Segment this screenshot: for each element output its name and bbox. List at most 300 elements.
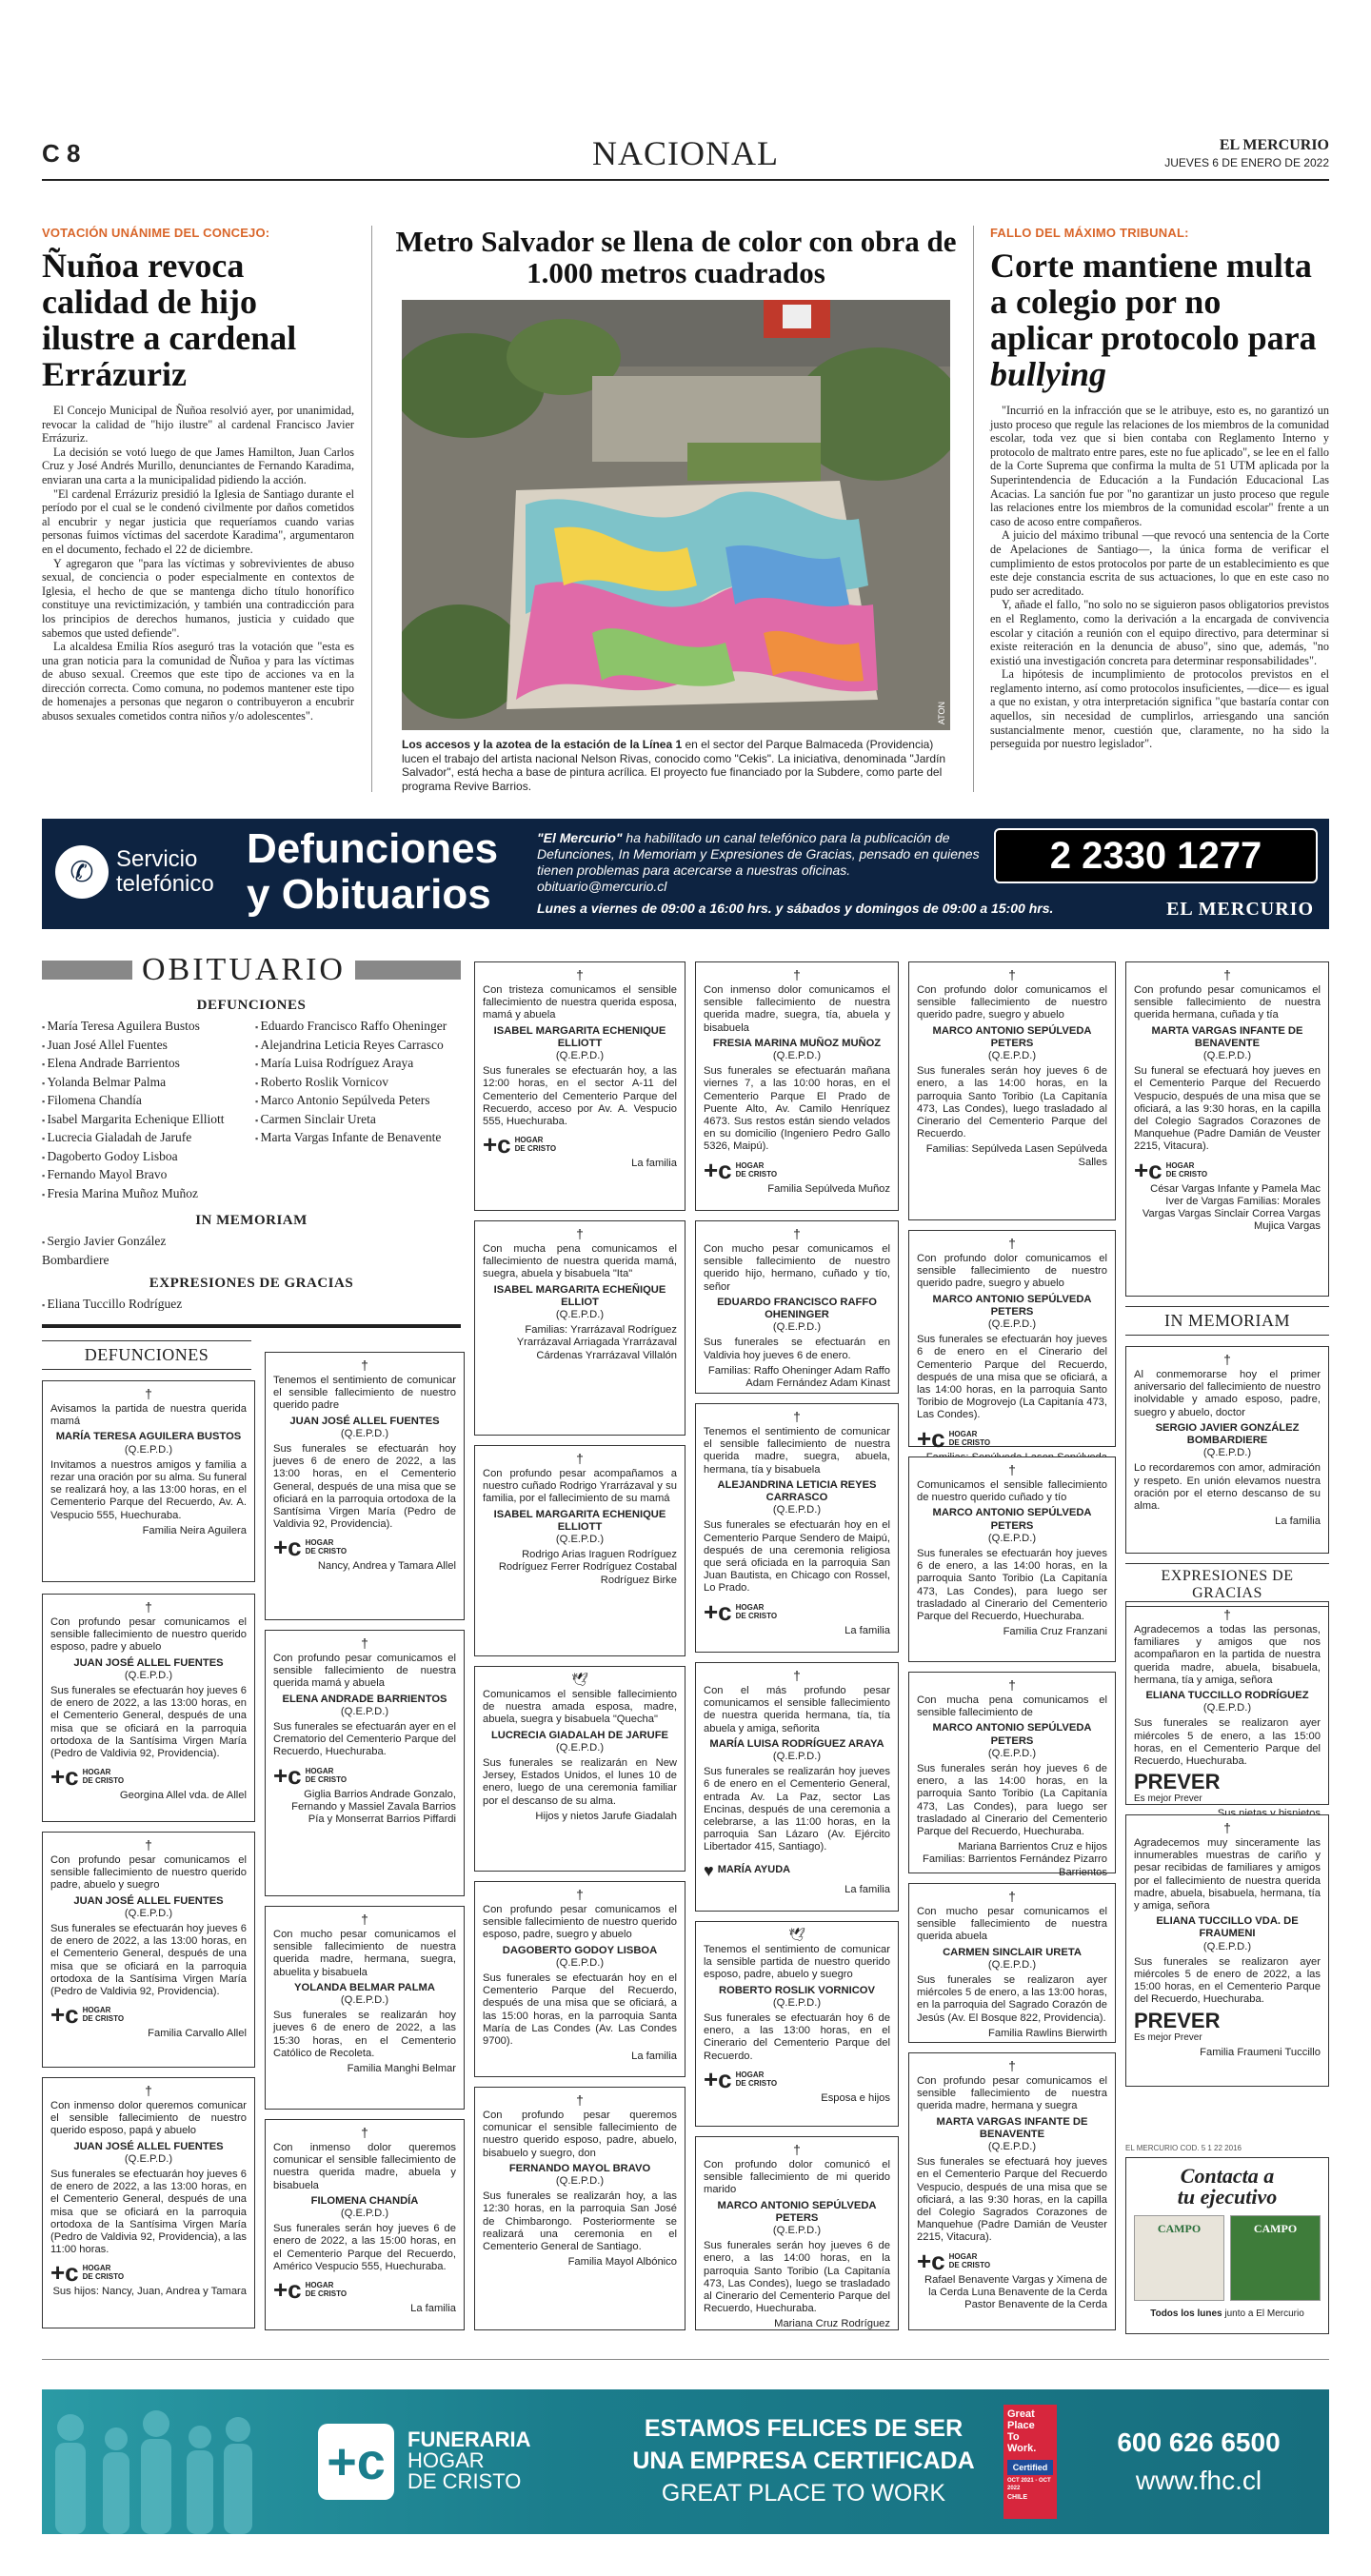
hdc-line: DE CRISTO	[1165, 1169, 1208, 1179]
banner-lead: "El Mercurio"	[537, 830, 623, 845]
notice-text: Sus funerales se realizarán hoy jueves 6 de enero en el Cementerio General, entrada Av. La Paz, sector Las Encinas, después de una ceremonia a celebrarse, a las 11:00 horas, en la parroquia San Lázaro (Av. Ejército Libertador 415, Santiago).	[704, 1766, 890, 1853]
index-item[interactable]: ▪ María Teresa Aguilera Bustos	[42, 1018, 248, 1037]
notice-name: ELIANA TUCCILLO RODRÍGUEZ	[1145, 1690, 1309, 1702]
metro-photo	[402, 300, 950, 730]
index-item[interactable]: ▪ Yolanda Belmar Palma	[42, 1074, 248, 1093]
notice-text: Sus funerales serán hoy jueves 6 de enero, a las 14:00 horas, en la parroquia Santo Toribio (La Capitanía 473, Las Condes), luego se trasladado al Cinerario del Cementerio Parque del Recuerdo, Huechuraba.	[704, 2240, 890, 2315]
banner-title-2: y Obituarios	[247, 871, 491, 918]
notice-name: JUAN JOSÉ ALLEL FUENTES	[73, 2140, 224, 2152]
notice-signature: Georgina Allel vda. de Allel	[119, 1790, 247, 1802]
notice-signature: Familias: Yrarrázaval Rodríguez Yrarrázaval Arriagada Yrarrázaval Cárdenas Yrarrázaval Villalón	[516, 1324, 677, 1361]
index-list	[42, 1018, 248, 1203]
notice-text: Sus funerales se efectuará hoy jueves en el Cementerio Parque del Recuerdo Vespucio, después de una misa que se oficiará, a las 9:30 horas, en la capilla del Colegio Sagrados Corazones de Manquehue (Padre Damián de Veuster 2215, Vitacura).	[917, 2156, 1107, 2244]
notice-qepd: (Q.E.P.D.)	[772, 1050, 822, 1062]
notice-intro: Con profundo dolor comunicó el sensible fallecimiento de mi querido marido	[704, 2159, 890, 2196]
cross-icon: †	[793, 1409, 801, 1424]
hogar-de-cristo-logo-icon: +c	[318, 2424, 394, 2500]
cross-icon: †	[1223, 1820, 1231, 1835]
cross-icon: †	[145, 1837, 152, 1853]
campo-ad-footer	[1134, 2308, 1321, 2319]
index-gracias-title: EXPRESIONES DE GRACIAS	[149, 1276, 354, 1291]
campo-ad	[1125, 2157, 1329, 2334]
page-number: C 8	[42, 139, 81, 168]
title-bar	[355, 961, 461, 980]
prever-name: PREVER	[1134, 1770, 1221, 1794]
obituary-notice	[1125, 1601, 1329, 1805]
obituary-notice	[42, 1380, 255, 1582]
notice-intro: Con profundo pesar comunicamos el sensible fallecimiento de nuestro querido esposo, padre y abuelo	[50, 1616, 247, 1654]
banner-info-text: ha habilitado un canal telefónico para la publicación de Defunciones, In Memoriam y Expresiones de Gracias, pensado en quienes tienen problemas para acercarse a nuestras oficinas.	[537, 830, 980, 878]
index-list	[255, 1018, 461, 1203]
obituary-notice	[42, 1594, 255, 1822]
notice-intro: Con inmenso dolor queremos comunicar el sensible fallecimiento de nuestro querido esposo, papá y abuelo	[50, 2100, 247, 2137]
hdc-line: DE CRISTO	[82, 2272, 125, 2282]
notice-text: Sus funerales se efectuarán mañana viernes 7, a las 10:00 horas, en el Cementerio Parque El Prado de Puente Alto, Av. Camilo Henríquez 4673. Sus restos están siendo velados en su domicilio (Ingeniero Pedro Gallo 5326, Maipú).	[704, 1065, 890, 1153]
notice-qepd: (Q.E.P.D.)	[772, 1996, 822, 2009]
notice-name: LUCRECIA GIADALAH DE JARUFE	[490, 1729, 669, 1741]
index-bottom-rule	[42, 1324, 461, 1328]
notice-signature: La familia	[631, 2051, 677, 2063]
index-item[interactable]: ▪ Eduardo Francisco Raffo Oheninger	[255, 1018, 461, 1037]
obituary-notice	[908, 1230, 1116, 1453]
notice-name: MARTA VARGAS INFANTE DE BENAVENTE	[1151, 1024, 1303, 1049]
cross-icon: †	[793, 2142, 801, 2157]
funeraria-brand-line: HOGAR	[407, 2448, 485, 2472]
article-headline	[990, 248, 1329, 392]
hogar-de-cristo-logo	[50, 1762, 247, 1792]
obituary-notice	[265, 2119, 465, 2330]
article-paragraph: A juicio del máximo tribunal —que revocó una sentencia de la Corte de Apelaciones de Santiago—, la única forma de verificar el cumplimiento de estos protocolos por parte de un establecimiento es que este deje constancia escrita de sus actuaciones, lo que en este caso no pudo ser acreditado.	[990, 528, 1329, 598]
title-bar	[42, 961, 132, 980]
index-item[interactable]: ▪ Juan José Allel Fuentes	[42, 1037, 248, 1056]
notice-intro: Con mucha pena comunicamos el fallecimiento de nuestra querida mamá, suegra, abuela y bisabuela "Ita"	[483, 1243, 677, 1280]
campo-ad-day: Todos los lunes	[1150, 2308, 1222, 2319]
hdc-line: DE CRISTO	[948, 1437, 991, 1447]
hogar-de-cristo-logo	[704, 1596, 890, 1626]
notice-text: Sus funerales serán hoy jueves 6 de enero de 2022, a las 15:00 horas, en el Cementerio Parque del Recuerdo, Américo Vespucio 555, Huechuraba.	[273, 2223, 456, 2272]
notice-text: Sus funerales se realizaron ayer miércoles 5 de enero, a las 13:00 horas, en la parroquia del Sagrado Corazón de Jesús (Av. El Bosque 822, Providencia).	[917, 1974, 1107, 2024]
banner-brand: EL MERCURIO	[1166, 899, 1314, 920]
article-body	[990, 404, 1329, 751]
notice-intro: Con mucho pesar comunicamos el sensible fallecimiento de nuestra querida madre, hermana, suegra, abuelita y bisabuela	[273, 1929, 456, 1978]
cross-icon: †	[361, 1912, 368, 1927]
notice-name: ISABEL MARGARITA ECHEÑIQUE ELLIOT	[493, 1283, 666, 1308]
banner-phone[interactable]: 2 2330 1277	[994, 828, 1318, 883]
notice-text: Sus funerales se realizarán hoy, a las 12:30 horas, en la parroquia San José de Chimbarongo. Posteriormente se realizará una ceremonia en el Cementerio General de Santiago.	[483, 2190, 677, 2253]
hdc-line: DE CRISTO	[305, 2289, 348, 2299]
prever-slogan: Es mejor Prever	[1134, 2031, 1202, 2043]
badge-line: OCT 2021 - OCT 2022	[1007, 2478, 1051, 2491]
hdc-line: HOGAR	[948, 1429, 978, 1438]
notice-name: FERNANDO MAYOL BRAVO	[508, 2162, 651, 2174]
index-item[interactable]: ▪ Eliana Tuccillo Rodríguez	[42, 1296, 461, 1315]
notice-name: MARCO ANTONIO SEPÚLVEDA PETERS	[932, 1507, 1092, 1532]
footer-contact	[1080, 2424, 1318, 2500]
caption-text: en el sector del Parque Balmaceda (Providencia) lucen el trabajo del artista nacional Nelson Rivas, conocido como "Cekis". La iniciativa, denominada "Jardín Salvador", está hecha a base de pintura acrílica. El proyecto fue financiado por la Subdere, como parte del programa Revive Barrios.	[402, 738, 946, 793]
notice-text: Sus funerales se realizarán en New Jersey, Estados Unidos, el lunes 10 de enero, luego de una ceremonia familiar por el descanso de su alma.	[483, 1757, 677, 1807]
notice-signature: La familia	[844, 1883, 890, 1895]
index-item[interactable]: ▪ Roberto Roslik Vornicov	[255, 1074, 461, 1093]
notice-intro: Con profundo pesar comunicamos el sensible fallecimiento de nuestra querida madre, hermana y suegra	[917, 2075, 1107, 2112]
hogar-de-cristo-logo	[1134, 1155, 1321, 1184]
obituary-notice	[474, 961, 686, 1211]
notice-name: MARTA VARGAS INFANTE DE BENAVENTE	[936, 2115, 1088, 2140]
obituary-notice	[695, 1662, 899, 1912]
funeraria-brand-line: FUNERARIA	[407, 2427, 531, 2451]
prever-logo	[1134, 1772, 1321, 1805]
notice-signature: Rodrigo Arias Iraguen Rodríguez Rodríguez Ferrer Rodríguez Costabal Rodríguez Birke	[498, 1549, 677, 1586]
notice-intro: Comunicamos el sensible fallecimiento de nuestro querido cuñado y tío	[917, 1479, 1107, 1504]
service-label-1: Servicio	[116, 846, 198, 872]
hogar-de-cristo-logo	[50, 2000, 247, 2030]
notice-intro: Con inmenso dolor comunicamos el sensible fallecimiento de nuestra querida madre, suegra, tía, abuela y bisabuela	[704, 984, 890, 1034]
great-place-badge	[1003, 2405, 1057, 2519]
notice-intro: Con profundo pesar comunicamos el sensible fallecimiento de nuestra querida hermana, cuñada y tía	[1134, 984, 1321, 1021]
hdc-line: DE CRISTO	[948, 2260, 991, 2269]
notice-text: Sus funerales se efectuarán ayer en el Crematorio del Cementerio Parque del Recuerdo, Huechuraba.	[273, 1721, 456, 1758]
badge-line: Great	[1007, 2408, 1035, 2420]
hdc-line: HOGAR	[735, 1602, 765, 1612]
index-item[interactable]: ▪ Lucrecia Gialadah de Jarufe	[42, 1129, 248, 1148]
notice-intro: Con tristeza comunicamos el sensible fallecimiento de nuestra querida esposa, mamá y abuela	[483, 984, 677, 1021]
notice-intro: Comunicamos el sensible fallecimiento de nuestra amada esposa, madre, abuela, suegra y bisabuela "Quecha"	[483, 1689, 677, 1726]
hogar-de-cristo-icon: +c	[917, 1423, 945, 1453]
notice-name: FILOMENA CHANDÍA	[310, 2194, 419, 2207]
obituary-notice	[695, 1220, 899, 1394]
notice-name: ELIANA TUCCILLO VDA. DE FRAUMENI	[1156, 1915, 1299, 1940]
prever-logo	[1134, 2008, 1321, 2044]
obituary-notice	[265, 1352, 465, 1620]
notice-qepd: (Q.E.P.D.)	[124, 1669, 173, 1681]
notice-text: Sus funerales se efectuarán hoy, a las 12:00 horas, en el sector A-11 del Cementerio del Cementerio Parque del Recuerdo, acceso por Av. A. Vespucio 555, Huechuraba.	[483, 1065, 677, 1128]
obituary-notice	[908, 2052, 1116, 2330]
obituary-title: OBITUARIO	[142, 952, 346, 987]
footer-web[interactable]: www.fhc.cl	[1135, 2466, 1262, 2495]
obituary-notice	[1125, 961, 1329, 1297]
badge-line: Certified	[1007, 2460, 1053, 2475]
section-defunciones: DEFUNCIONES	[42, 1340, 251, 1370]
notice-text: Sus funerales se realizaron ayer miércoles 5 de enero de 2022, a las 15:00 horas, en el Cementerio Parque del Recuerdo, Huechuraba.	[1134, 1955, 1321, 2006]
index-item[interactable]: ▪ Filomena Chandía	[42, 1092, 248, 1111]
notice-name: YOLANDA BELMAR PALMA	[294, 1981, 435, 1993]
cross-icon: †	[145, 2083, 152, 2098]
notice-text: Sus funerales se realizarán hoy jueves 6 de enero de 2022, a las 15:30 horas, en el Cementerio Católico de Recoleta.	[273, 2010, 456, 2059]
notice-intro: Agradecemos muy sinceramente las innumerables muestras de cariño y pesar recibidas de familiares y amigos por el fallecimiento de nuestra querida madre, abuela, bisabuela, hermana, tía y amiga, señora	[1134, 1837, 1321, 1912]
index-item[interactable]: ▪ Fresia Marina Muñoz Muñoz	[42, 1185, 248, 1204]
notice-text: Sus funerales se efectuarán hoy jueves 6 de enero de 2022, a las 13:00 horas, en el Cementerio General, después de una misa que se oficiará en la parroquia ortodoxa de la Santísima Virgen María (Pedro de Valdivia 92, Providencia).	[50, 1685, 247, 1760]
notice-intro: Agradecemos a todas las personas, familiares y amigos que nos acompañaron en la partida de nuestra querida madre, abuela, bisabuela, hermana, tía y amiga, señora	[1134, 1624, 1321, 1686]
article-bullying	[990, 226, 1329, 751]
obituary-index	[42, 952, 461, 1328]
notice-signature: Sus hijos: Nancy, Juan, Andrea y Tamara	[52, 2286, 247, 2298]
notice-qepd: (Q.E.P.D.)	[987, 1318, 1037, 1331]
notice-intro: Con profundo pesar acompañamos a nuestro cuñado Rodrigo Yrarrázaval y su familia, por el fallecimiento de su mamá	[483, 1468, 677, 1505]
hdc-line: HOGAR	[82, 1768, 111, 1777]
notice-qepd: (Q.E.P.D.)	[555, 1741, 605, 1754]
notice-name: DAGOBERTO GODOY LISBOA	[502, 1944, 658, 1956]
notice-name: MARÍA LUISA RODRÍGUEZ ARAYA	[709, 1737, 884, 1750]
notice-signature: Mariana Cruz Rodríguez	[774, 2318, 890, 2330]
cross-icon: †	[1008, 1889, 1016, 1904]
index-item[interactable]: ▪ Carmen Sinclair Ureta	[255, 1111, 461, 1130]
index-list	[42, 1233, 232, 1268]
notice-text: Sus funerales se efectuarán en Valdivia hoy jueves 6 de enero.	[704, 1337, 890, 1361]
cross-icon: †	[361, 1635, 368, 1651]
article-paragraph: La hipótesis de incumplimiento de protocolos previstos en el reglamento interno, así como protocolos insuficientes, —dice— es igual a que no existan, y otra interpretación significa "que bastaría contar con aquellos, sin necesidad de cumplirlos, arriesgando una sanción sustancialmente menor, cuestión que, claramente, no ha sido la perseguida por nuestro legislador".	[990, 667, 1329, 751]
hogar-de-cristo-icon: +c	[1134, 1155, 1162, 1184]
section-title: NACIONAL	[592, 134, 779, 172]
notice-name: ISABEL MARGARITA ECHENIQUE ELLIOTT	[493, 1508, 666, 1533]
notice-signature: La familia	[410, 2303, 456, 2315]
notice-intro: Con profundo pesar comunicamos el sensible fallecimiento de nuestra querida mamá y abuela	[273, 1653, 456, 1690]
hdc-line: DE CRISTO	[735, 1169, 778, 1179]
cross-icon: †	[1223, 1352, 1231, 1367]
hdc-line: HOGAR	[305, 2281, 334, 2290]
notice-text: Sus funerales se efectuarán hoy jueves 6 de enero en el Cinerario del Cementerio Parque del Recuerdo, después de una misa que se oficiará, a las 14:00 horas, en la parroquia Santo Toribio de Mogrovejo (La Capitanía 473, Las Condes).	[917, 1334, 1107, 1421]
section-memoriam: IN MEMORIAM	[1125, 1306, 1329, 1336]
article-paragraph: "Incurrió en la infracción que se le atribuye, esto es, no garantizó un justo proceso que regule las relaciones de los miembros de la comunidad escolar, toda vez que si bien contaba con Reglamento Interno y protocolo de maltrato entre pares, este no fue aplicado", se lee en el fallo de la Corte Suprema que confirma la multa de 51 UTM aplicada por la Superintendencia de Educación a la Fundación Educacional Las Acacias. La sanción fue por "no garantizar un justo proceso que regule las relaciones entre los miembros de la comunidad escolar" frente a un caso de acoso entre compañeros.	[990, 404, 1329, 528]
hogar-de-cristo-icon: +c	[273, 2275, 302, 2305]
hdc-line: DE CRISTO	[735, 1611, 778, 1620]
index-item[interactable]: ▪ María Luisa Rodríguez Araya	[255, 1055, 461, 1074]
article-kicker: FALLO DEL MÁXIMO TRIBUNAL:	[990, 226, 1189, 240]
hogar-de-cristo-logo	[273, 1533, 456, 1562]
notice-name: JUAN JOSÉ ALLEL FUENTES	[289, 1415, 440, 1427]
cross-icon: †	[1008, 1462, 1016, 1477]
service-label	[116, 847, 214, 897]
banner-email[interactable]: obituario@mercurio.cl	[537, 879, 667, 894]
notice-signature: La familia	[844, 1624, 890, 1636]
hdc-line: HOGAR	[305, 1766, 334, 1775]
hdc-line: DE CRISTO	[305, 1547, 348, 1556]
index-list	[42, 1296, 461, 1315]
notice-name: ALEJANDRINA LETICIA REYES CARRASCO	[717, 1478, 877, 1504]
notice-text: Lo recordaremos con amor, admiración y respeto. En unión elevamos nuestra oración por el eterno descanso de su alma.	[1134, 1462, 1321, 1513]
index-item[interactable]: ▪ Dagoberto Godoy Lisboa	[42, 1148, 248, 1167]
article-paragraph: "El cardenal Errázuriz presidió la Iglesia de Santiago durante el período por el cual se le condenó civilmente por daños cometidos al encubrir y negar justicia que requeríamos cuando varias personas fuimos víctimas del sacerdote Karadima", argumentaron en el documento, fechado el 22 de diciembre.	[42, 486, 354, 556]
notice-text: Sus funerales se efectuarán hoy jueves 6 de enero de 2022, a las 13:00 horas, en el Cementerio General, después de una misa que se oficiará en la parroquia ortodoxa de la Santísima Virgen María (Pedro de Valdivia 92, Providencia).	[273, 1443, 456, 1531]
hdc-line: DE CRISTO	[735, 2078, 778, 2088]
notice-intro: Con el más profundo pesar comunicamos el sensible fallecimiento de nuestra querida hermana, tía, tía abuela y amiga, señorita	[704, 1685, 890, 1734]
notice-signature: Familia Neira Aguilera	[142, 1524, 247, 1536]
notice-qepd: (Q.E.P.D.)	[772, 1504, 822, 1516]
header-divider	[42, 179, 1329, 181]
notice-qepd: (Q.E.P.D.)	[555, 1050, 605, 1062]
obituary-notice	[908, 1456, 1116, 1662]
notice-qepd: (Q.E.P.D.)	[1202, 1702, 1252, 1714]
notice-intro: Tenemos el sentimiento de comunicar el sensible fallecimiento de nuestro querido padre	[273, 1375, 456, 1412]
funeraria-brand	[407, 2429, 531, 2492]
obituary-notice	[42, 2077, 255, 2328]
notice-qepd: (Q.E.P.D.)	[772, 2225, 822, 2237]
notice-name: EDUARDO FRANCISCO RAFFO OHENINGER	[717, 1296, 877, 1321]
index-item[interactable]: ▪ Marco Antonio Sepúlveda Peters	[255, 1092, 461, 1111]
hdc-line: HOGAR	[735, 1160, 765, 1170]
notice-intro: Con profundo pesar queremos comunicar el sensible fallecimiento de nuestro querido esposo, padre, abuelo, bisabuelo y suegro, don	[483, 2110, 677, 2159]
edition-date: JUEVES 6 DE ENERO DE 2022	[1164, 156, 1329, 169]
banner-hours: Lunes a viernes de 09:00 a 16:00 hrs. y sábados y domingos de 09:00 a 15:00 hrs.	[537, 901, 1054, 916]
hogar-de-cristo-logo	[50, 2258, 247, 2288]
obituary-notice	[474, 1445, 686, 1656]
notice-qepd: (Q.E.P.D.)	[340, 1994, 389, 2007]
notice-qepd: (Q.E.P.D.)	[340, 1427, 389, 1439]
notice-signature: Familias: Sepúlveda Lasen Sepúlveda Salles	[925, 1143, 1107, 1168]
notice-name: ISABEL MARGARITA ECHENIQUE ELLIOTT	[493, 1024, 666, 1049]
footer-message-line: UNA EMPRESA CERTIFICADA	[632, 2447, 975, 2474]
notice-intro: Con profundo pesar comunicamos el sensible fallecimiento de nuestro querido padre, abuelo y suegro	[50, 1854, 247, 1892]
notice-qepd: (Q.E.P.D.)	[124, 1443, 173, 1456]
notice-qepd: (Q.E.P.D.)	[555, 2175, 605, 2188]
section-gracias: EXPRESIONES DE GRACIAS	[1125, 1563, 1329, 1607]
photo-caption	[402, 738, 950, 793]
article-headline: Metro Salvador se llena de color con obra de 1.000 metros cuadrados	[395, 225, 957, 289]
notice-name: MARCO ANTONIO SEPÚLVEDA PETERS	[717, 2199, 877, 2224]
obituary-phone-banner	[42, 819, 1329, 929]
cross-icon: †	[1223, 1607, 1231, 1622]
notice-text: Sus funerales serán hoy jueves 6 de enero, a las 14:00 horas, en la parroquia Santo Toribio (La Capitanía 473, Las Condes), luego trasladado al Cinerario del Cementerio Parque del Recuerdo.	[917, 1065, 1107, 1140]
page-header	[42, 133, 1329, 177]
hdc-line: HOGAR	[735, 2070, 765, 2079]
hogar-de-cristo-logo	[917, 2246, 1107, 2275]
notice-intro: Al conmemorarse hoy el primer aniversario del fallecimiento de nuestro inolvidable y amado esposo, padre, suegro y abuelo, doctor	[1134, 1369, 1321, 1418]
cross-icon: †	[793, 1226, 801, 1241]
obituary-notice	[474, 2087, 686, 2330]
notice-qepd: (Q.E.P.D.)	[124, 1907, 173, 1919]
notice-signature: Familia Cruz Franzani	[1003, 1626, 1107, 1638]
notice-signature: Familia Rawlins Bierwirth	[988, 2027, 1107, 2039]
hogar-de-cristo-icon: +c	[483, 1130, 511, 1159]
notice-qepd: (Q.E.P.D.)	[987, 1532, 1037, 1544]
notice-intro: Avisamos la partida de nuestra querida mamá	[50, 1403, 247, 1428]
obituary-title-row	[42, 952, 461, 988]
cross-icon: †	[1008, 967, 1016, 982]
hogar-de-cristo-icon: +c	[273, 1533, 302, 1562]
notice-signature: Rafael Benavente Vargas y Ximena de la Cerda Luna Benavente de la Cerda Pastor Benavente de la Cerda	[924, 2273, 1107, 2311]
notice-text: Sus funerales serán hoy jueves 6 de enero, a las 14:00 horas, en la parroquia Santo Toribio (La Capitanía 473, Las Condes), para luego ser trasladado al Cinerario del Cementerio Parque del Recuerdo, Huechuraba.	[917, 1763, 1107, 1838]
metro-mural-photo	[402, 300, 950, 730]
obituary-notice	[1125, 1814, 1329, 2087]
photo-credit: ATON	[937, 701, 946, 724]
notice-signature: Hijos y nietos Jarufe Giadalah	[535, 1810, 677, 1822]
notice-signature: Familias: Raffo Oheninger Adam Raffo Adam Fernández Adam Kinast	[707, 1364, 890, 1390]
notice-qepd: (Q.E.P.D.)	[772, 1751, 822, 1763]
notice-intro: Con mucho pesar comunicamos el sensible fallecimiento de nuestro querido hijo, hermano, cuñado y tío, señor	[704, 1243, 890, 1293]
headline-emphasis: bullying	[990, 355, 1107, 393]
notice-signature: Giglia Barrios Andrade Gonzalo, Fernando y Massiel Zavala Barrios Pía y Monserrat Barrios Piffardi	[291, 1788, 456, 1826]
obituary-notice	[265, 1906, 465, 2110]
badge-line: To	[1007, 2431, 1020, 2443]
funeraria-brand-line: DE CRISTO	[407, 2469, 522, 2493]
notice-name: MARCO ANTONIO SEPÚLVEDA PETERS	[932, 1024, 1092, 1049]
hdc-line: DE CRISTO	[514, 1144, 557, 1154]
dove-icon: 🕊	[571, 1672, 588, 1687]
notice-qepd: (Q.E.P.D.)	[124, 2152, 173, 2165]
campo-ad-title	[1134, 2166, 1321, 2208]
obituary-notice	[908, 1883, 1116, 2043]
index-item[interactable]: ▪ Elena Andrade Barrientos	[42, 1055, 248, 1074]
notice-text: Sus funerales se efectuarán hoy jueves 6 de enero, a las 14:00 horas, en la parroquia Santo Toribio (La Capitanía 473, Las Condes), para luego ser trasladado al Cinerario del Cementerio Parque del Recuerdo, Huechuraba.	[917, 1548, 1107, 1623]
notice-qepd: (Q.E.P.D.)	[987, 1050, 1037, 1062]
hdc-line: DE CRISTO	[82, 2014, 125, 2024]
footer-phone[interactable]: 600 626 6500	[1117, 2427, 1281, 2457]
cross-icon: †	[576, 2092, 584, 2108]
notice-name: MARCO ANTONIO SEPÚLVEDA PETERS	[932, 1293, 1092, 1318]
notice-text: Sus funerales se efectuarán hoy en el Cementerio Parque Sendero de Maipú, después de una ceremonia religiosa que será oficiada en la parroquia San Juan Bautista, en Chicago con Rossel, Lo Prado.	[704, 1519, 890, 1595]
campo-ad-line: Contacta a	[1180, 2164, 1275, 2188]
hogar-de-cristo-icon: +c	[273, 1760, 302, 1790]
article-paragraph: El Concejo Municipal de Ñuñoa resolvió ayer, por unanimidad, revocar la calidad de "hijo ilustre" al cardenal Francisco Javier Errázuriz.	[42, 404, 354, 446]
notice-qepd: (Q.E.P.D.)	[1202, 1940, 1252, 1952]
footer-message-line: GREAT PLACE TO WORK	[661, 2480, 946, 2507]
notice-signature: Nancy, Andrea y Tamara Allel	[317, 1560, 456, 1573]
article-paragraph: Y agregaron que "para las víctimas y sobrevivientes de abuso sexual, de conciencia o poder especialmente en contextos de Iglesia, el hecho de que se mantenga dicho título honorífico constituye una revictimización, y también una contradicción para los principios de derechos humanos, justicia y cuidado que sabemos que usted defiende".	[42, 556, 354, 640]
notice-qepd: (Q.E.P.D.)	[340, 1705, 389, 1717]
index-item[interactable]: ▪ Alejandrina Leticia Reyes Carrasco	[255, 1037, 461, 1056]
notice-signature: Familia Sepúlveda Muñoz	[767, 1182, 890, 1195]
cross-icon: †	[361, 2125, 368, 2140]
maria-ayuda-logo	[704, 1860, 890, 1881]
campo-magazine: CAMPO	[1134, 2215, 1224, 2301]
notice-signature: La familia	[1275, 1516, 1321, 1528]
notice-intro: Con inmenso dolor queremos comunicar el sensible fallecimiento de nuestra querida madre, abuela y bisabuela	[273, 2142, 456, 2191]
cross-icon: †	[793, 967, 801, 982]
obituary-notice	[474, 1666, 686, 1872]
cross-icon: †	[145, 1599, 152, 1615]
notice-qepd: (Q.E.P.D.)	[555, 1309, 605, 1321]
index-item[interactable]: ▪ Fernando Mayol Bravo	[42, 1166, 248, 1185]
hogar-de-cristo-logo	[483, 1130, 677, 1159]
cross-icon: †	[361, 1357, 368, 1373]
hogar-de-cristo-icon: +c	[704, 1596, 732, 1626]
article-paragraph: La alcaldesa Emilia Ríos aseguró tras la votación que "esta es una gran noticia para la comunidad de Ñuñoa y para las víctimas de abuso sexual. Creemos que este tipo de acciones va en la dirección correcta. Como comuna, no podemos mantener este tipo de homenajes a personas que negaron o contribuyeron a encubrir abusos sexuales cometidos contra niños y/o adolescentes".	[42, 640, 354, 723]
notice-text: Sus funerales se efectuarán hoy jueves 6 de enero de 2022, a las 13:00 horas, en el Cementerio General, después de una misa que se oficiará en la parroquia ortodoxa de la Santísima Virgen María (Pedro de Valdivia 92, Providencia), a las 11:00 horas.	[50, 2169, 247, 2256]
hdc-line: DE CRISTO	[305, 1774, 348, 1784]
hogar-de-cristo-icon: +c	[50, 2258, 79, 2288]
footer-divider	[42, 2359, 1329, 2360]
banner-title	[247, 826, 498, 918]
obituary-notice	[1125, 1346, 1329, 1554]
ad-code: EL MERCURIO COD. 5 1 22 2016	[1125, 2144, 1242, 2152]
hdc-line: DE CRISTO	[82, 1776, 125, 1786]
maria-ayuda-label: MARÍA AYUDA	[717, 1864, 791, 1876]
notice-signature: La familia	[631, 1158, 677, 1170]
index-item[interactable]: ▪ Marta Vargas Infante de Benavente	[255, 1129, 461, 1148]
notice-signature: Familia Mayol Albónico	[567, 2256, 677, 2269]
obituary-notice	[908, 961, 1116, 1220]
article-paragraph: La decisión se votó luego de que James Hamilton, Juan Carlos Cruz y José Andrés Murillo, denunciantes de Fernando Karadima, enviaran una carta a la municipalidad pidiendo la acción.	[42, 445, 354, 486]
notice-intro: Tenemos el sentimiento de comunicar la sensible partida de nuestro querido esposo, padre, abuelo y suegro	[704, 1944, 890, 1981]
notice-qepd: (Q.E.P.D.)	[772, 1321, 822, 1334]
notice-text: Sus funerales se efectuarán hoy 6 de enero, a las 13:00 horas, en el Cinerario del Cementerio Parque del Recuerdo.	[704, 2012, 890, 2062]
footer-message	[594, 2412, 1013, 2509]
hogar-de-cristo-logo	[704, 1155, 890, 1184]
cross-icon: †	[793, 1668, 801, 1683]
notice-qepd: (Q.E.P.D.)	[1202, 1447, 1252, 1459]
funeraria-footer-ad	[42, 2389, 1329, 2534]
cross-icon: †	[1008, 1677, 1016, 1693]
notice-name: CARMEN SINCLAIR URETA	[943, 1946, 1082, 1958]
hogar-de-cristo-icon: +c	[50, 1762, 79, 1792]
notice-signature: César Vargas Infante y Pamela Mac Iver de Vargas Familias: Morales Vargas Vargas Sinclair Correa Vargas Mujica Vargas	[1142, 1182, 1321, 1233]
index-item[interactable]: ▪ Sergio Javier González Bombardiere	[42, 1233, 232, 1268]
index-item[interactable]: ▪ Isabel Margarita Echenique Elliott	[42, 1111, 248, 1130]
notice-name: JUAN JOSÉ ALLEL FUENTES	[73, 1894, 224, 1907]
hdc-line: HOGAR	[1165, 1160, 1195, 1170]
hdc-line: HOGAR	[305, 1538, 334, 1548]
hdc-line: HOGAR	[948, 2251, 978, 2261]
obituary-notice	[695, 1921, 899, 2127]
notice-qepd: (Q.E.P.D.)	[987, 2141, 1037, 2153]
